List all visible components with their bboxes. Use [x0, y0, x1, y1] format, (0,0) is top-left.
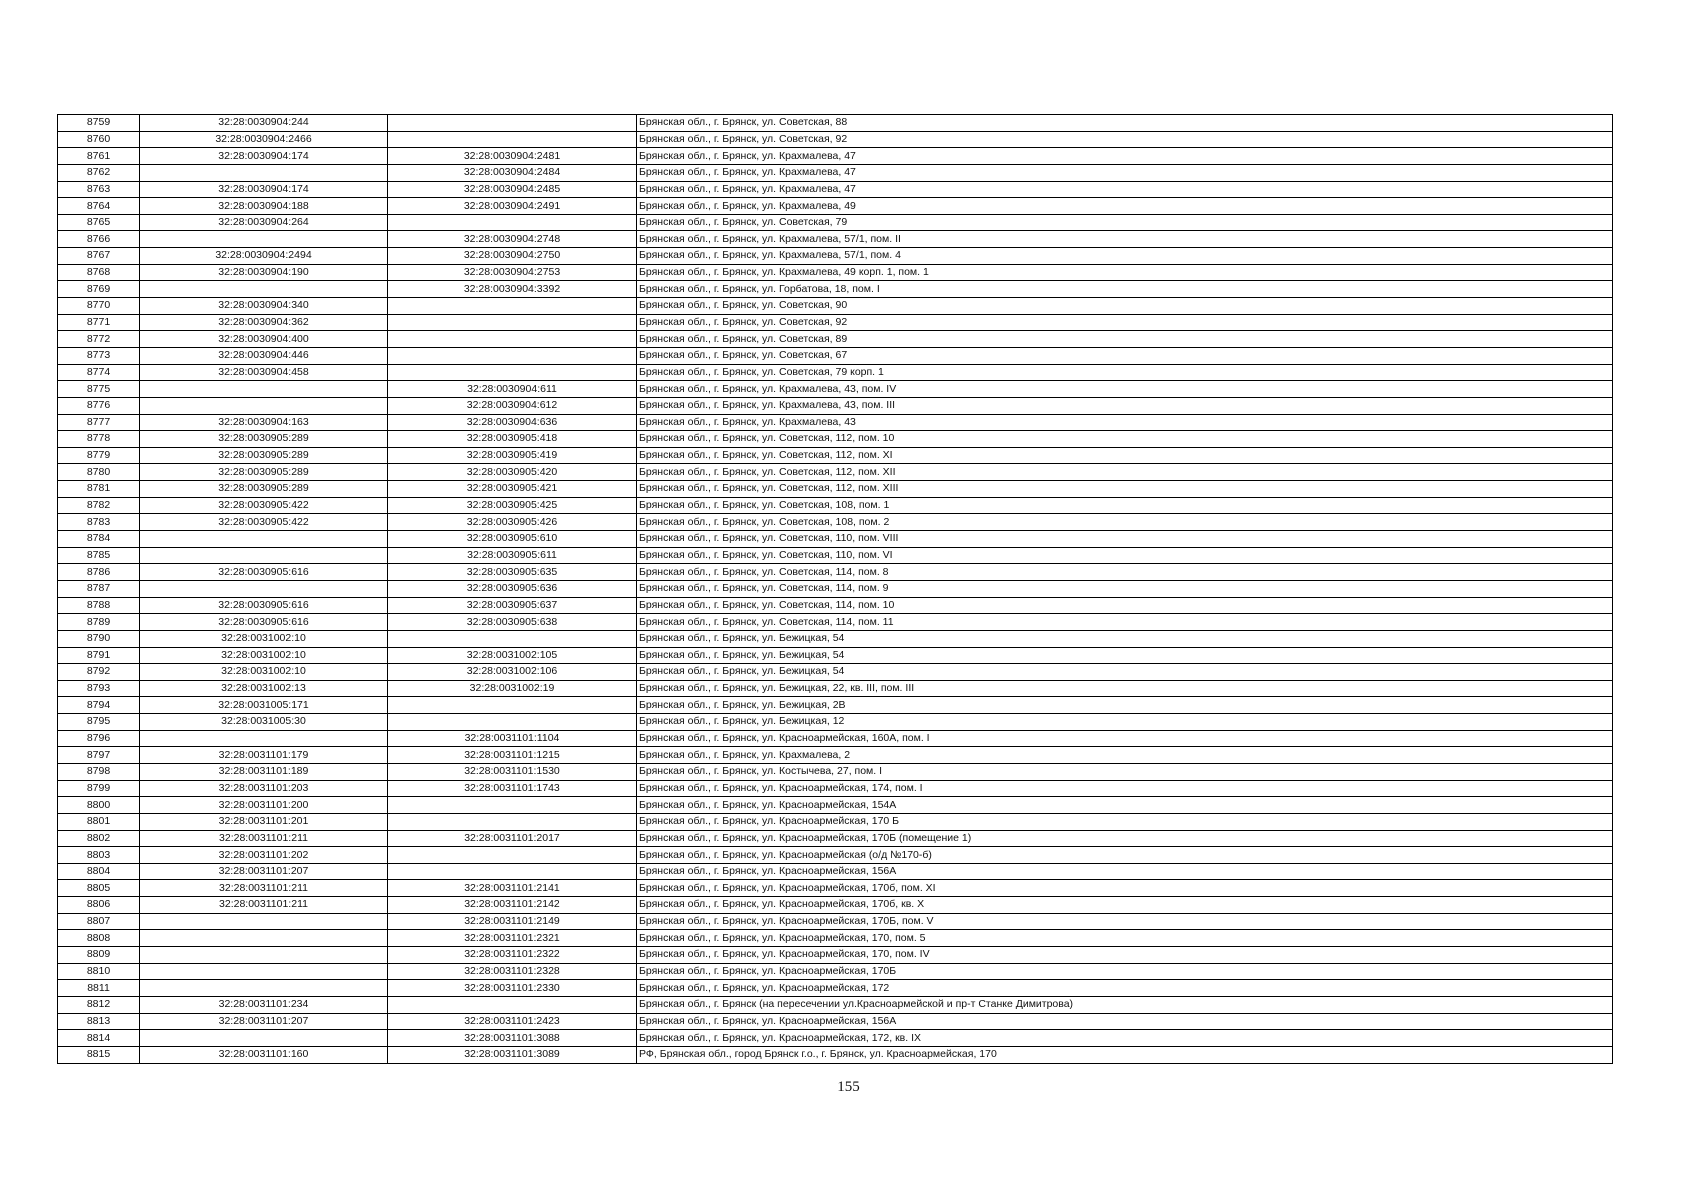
object-cadastral-number-cell: 32:28:0031101:1215 [388, 747, 637, 764]
address-cell: РФ, Брянская обл., город Брянск г.о., г. Брянск, ул. Красноармейская, 170 [637, 1046, 1613, 1063]
address-cell: Брянская обл., г. Брянск, ул. Советская, 112, пом. XII [637, 464, 1613, 481]
row-number-cell: 8802 [58, 830, 140, 847]
row-number-cell: 8814 [58, 1030, 140, 1047]
address-cell: Брянская обл., г. Брянск, ул. Советская, 92 [637, 314, 1613, 331]
row-number-cell: 8763 [58, 181, 140, 198]
row-number-cell: 8764 [58, 198, 140, 215]
object-cadastral-number-cell: 32:28:0031101:2149 [388, 913, 637, 930]
address-cell: Брянская обл., г. Брянск, ул. Советская, 110, пом. VIII [637, 531, 1613, 548]
address-cell: Брянская обл., г. Брянск, ул. Красноармейская, 156А [637, 1013, 1613, 1030]
object-cadastral-number-cell: 32:28:0030905:637 [388, 597, 637, 614]
table-row [58, 514, 1613, 531]
table-row [58, 364, 1613, 381]
cadastral-number-cell: 32:28:0031101:202 [140, 847, 388, 864]
address-cell: Брянская обл., г. Брянск, ул. Советская, 114, пом. 10 [637, 597, 1613, 614]
address-cell: Брянская обл., г. Брянск, ул. Советская, 89 [637, 331, 1613, 348]
cadastral-number-cell [140, 730, 388, 747]
address-cell: Брянская обл., г. Брянск, ул. Крахмалева, 47 [637, 181, 1613, 198]
object-cadastral-number-cell: 32:28:0031101:3089 [388, 1046, 637, 1063]
table-row [58, 1046, 1613, 1063]
row-number-cell: 8765 [58, 214, 140, 231]
row-number-cell: 8760 [58, 131, 140, 148]
object-cadastral-number-cell [388, 630, 637, 647]
object-cadastral-number-cell: 32:28:0030905:611 [388, 547, 637, 564]
object-cadastral-number-cell: 32:28:0030904:2485 [388, 181, 637, 198]
table-row [58, 248, 1613, 265]
row-number-cell: 8779 [58, 447, 140, 464]
address-cell: Брянская обл., г. Брянск, ул. Советская, 112, пом. 10 [637, 431, 1613, 448]
table-row [58, 963, 1613, 980]
cadastral-number-cell: 32:28:0030904:188 [140, 198, 388, 215]
row-number-cell: 8783 [58, 514, 140, 531]
row-number-cell: 8804 [58, 863, 140, 880]
table-row [58, 913, 1613, 930]
table-row [58, 214, 1613, 231]
cadastral-number-cell: 32:28:0031005:171 [140, 697, 388, 714]
cadastral-number-cell [140, 231, 388, 248]
object-cadastral-number-cell: 32:28:0030905:419 [388, 447, 637, 464]
table-row [58, 531, 1613, 548]
object-cadastral-number-cell: 32:28:0031002:106 [388, 664, 637, 681]
cadastral-number-cell: 32:28:0031101:201 [140, 813, 388, 830]
cadastral-number-cell: 32:28:0030905:289 [140, 464, 388, 481]
address-cell: Брянская обл., г. Брянск, ул. Бежицкая, 54 [637, 664, 1613, 681]
row-number-cell: 8769 [58, 281, 140, 298]
row-number-cell: 8798 [58, 763, 140, 780]
row-number-cell: 8787 [58, 580, 140, 597]
address-cell: Брянская обл., г. Брянск, ул. Советская, 88 [637, 115, 1613, 132]
table-row [58, 231, 1613, 248]
address-cell: Брянская обл., г. Брянск, ул. Бежицкая, 54 [637, 630, 1613, 647]
object-cadastral-number-cell [388, 797, 637, 814]
row-number-cell: 8806 [58, 897, 140, 914]
address-cell: Брянская обл., г. Брянск, ул. Красноармейская, 170Б (помещение 1) [637, 830, 1613, 847]
row-number-cell: 8775 [58, 381, 140, 398]
cadastral-number-cell: 32:28:0030905:616 [140, 564, 388, 581]
address-cell: Брянская обл., г. Брянск, ул. Бежицкая, 12 [637, 714, 1613, 731]
table-row [58, 947, 1613, 964]
address-cell: Брянская обл., г. Брянск, ул. Красноармейская, 170, пом. 5 [637, 930, 1613, 947]
cadastral-number-cell: 32:28:0031101:189 [140, 763, 388, 780]
address-cell: Брянская обл., г. Брянск, ул. Крахмалева, 43, пом. IV [637, 381, 1613, 398]
address-cell: Брянская обл., г. Брянск (на пересечении ул.Красноармейской и пр-т Станке Димитрова) [637, 996, 1613, 1013]
address-cell: Брянская обл., г. Брянск, ул. Бежицкая, 2В [637, 697, 1613, 714]
address-cell: Брянская обл., г. Брянск, ул. Крахмалева, 47 [637, 164, 1613, 181]
cadastral-number-cell [140, 947, 388, 964]
address-cell: Брянская обл., г. Брянск, ул. Советская, 79 корп. 1 [637, 364, 1613, 381]
table-row [58, 647, 1613, 664]
object-cadastral-number-cell: 32:28:0030905:635 [388, 564, 637, 581]
cadastral-number-cell [140, 913, 388, 930]
cadastral-number-cell: 32:28:0030905:289 [140, 431, 388, 448]
table-row [58, 314, 1613, 331]
object-cadastral-number-cell [388, 131, 637, 148]
address-cell: Брянская обл., г. Брянск, ул. Красноармейская, 170Б, пом. V [637, 913, 1613, 930]
table-row [58, 780, 1613, 797]
row-number-cell: 8807 [58, 913, 140, 930]
cadastral-number-cell: 32:28:0030904:264 [140, 214, 388, 231]
cadastral-number-cell: 32:28:0030905:289 [140, 481, 388, 498]
row-number-cell: 8789 [58, 614, 140, 631]
cadastral-number-cell [140, 397, 388, 414]
address-cell: Брянская обл., г. Брянск, ул. Красноармейская (о/д №170-б) [637, 847, 1613, 864]
table-row [58, 564, 1613, 581]
table-row [58, 614, 1613, 631]
row-number-cell: 8773 [58, 347, 140, 364]
address-cell: Брянская обл., г. Брянск, ул. Советская, 114, пом. 8 [637, 564, 1613, 581]
address-cell: Брянская обл., г. Брянск, ул. Красноармейская, 154А [637, 797, 1613, 814]
object-cadastral-number-cell: 32:28:0031101:2142 [388, 897, 637, 914]
table-row [58, 181, 1613, 198]
table-row [58, 298, 1613, 315]
address-cell: Брянская обл., г. Брянск, ул. Красноармейская, 170б, пом. XI [637, 880, 1613, 897]
object-cadastral-number-cell: 32:28:0030905:610 [388, 531, 637, 548]
object-cadastral-number-cell: 32:28:0030904:2491 [388, 198, 637, 215]
address-cell: Брянская обл., г. Брянск, ул. Советская, 67 [637, 347, 1613, 364]
row-number-cell: 8812 [58, 996, 140, 1013]
cadastral-number-cell [140, 381, 388, 398]
table-row [58, 797, 1613, 814]
row-number-cell: 8808 [58, 930, 140, 947]
object-cadastral-number-cell: 32:28:0031101:2423 [388, 1013, 637, 1030]
table-row [58, 331, 1613, 348]
table-row [58, 481, 1613, 498]
address-cell: Брянская обл., г. Брянск, ул. Красноармейская, 172, кв. IX [637, 1030, 1613, 1047]
table-row [58, 281, 1613, 298]
row-number-cell: 8784 [58, 531, 140, 548]
object-cadastral-number-cell: 32:28:0031101:1104 [388, 730, 637, 747]
object-cadastral-number-cell: 32:28:0030905:638 [388, 614, 637, 631]
table-row [58, 131, 1613, 148]
object-cadastral-number-cell: 32:28:0031101:2330 [388, 980, 637, 997]
table-row [58, 148, 1613, 165]
address-cell: Брянская обл., г. Брянск, ул. Советская, 114, пом. 9 [637, 580, 1613, 597]
address-cell: Брянская обл., г. Брянск, ул. Крахмалева, 43 [637, 414, 1613, 431]
object-cadastral-number-cell [388, 331, 637, 348]
cadastral-number-cell: 32:28:0030904:400 [140, 331, 388, 348]
row-number-cell: 8778 [58, 431, 140, 448]
cadastral-number-cell [140, 531, 388, 548]
table-row [58, 813, 1613, 830]
address-cell: Брянская обл., г. Брянск, ул. Советская, 114, пом. 11 [637, 614, 1613, 631]
cadastral-number-cell: 32:28:0031101:211 [140, 897, 388, 914]
page-number: 155 [837, 1079, 860, 1095]
table-row [58, 464, 1613, 481]
object-cadastral-number-cell: 32:28:0031002:105 [388, 647, 637, 664]
cadastral-number-cell: 32:28:0031101:160 [140, 1046, 388, 1063]
table-row [58, 863, 1613, 880]
row-number-cell: 8766 [58, 231, 140, 248]
address-cell: Брянская обл., г. Брянск, ул. Красноармейская, 156А [637, 863, 1613, 880]
address-cell: Брянская обл., г. Брянск, ул. Крахмалева, 43, пом. III [637, 397, 1613, 414]
table-row [58, 447, 1613, 464]
cadastral-number-cell [140, 580, 388, 597]
table-row [58, 930, 1613, 947]
object-cadastral-number-cell [388, 314, 637, 331]
object-cadastral-number-cell: 32:28:0030904:611 [388, 381, 637, 398]
address-cell: Брянская обл., г. Брянск, ул. Крахмалева, 2 [637, 747, 1613, 764]
object-cadastral-number-cell: 32:28:0030905:418 [388, 431, 637, 448]
cadastral-number-cell: 32:28:0030904:244 [140, 115, 388, 132]
row-number-cell: 8759 [58, 115, 140, 132]
cadastral-number-cell [140, 1030, 388, 1047]
row-number-cell: 8800 [58, 797, 140, 814]
address-cell: Брянская обл., г. Брянск, ул. Бежицкая, 54 [637, 647, 1613, 664]
object-cadastral-number-cell: 32:28:0031101:2017 [388, 830, 637, 847]
object-cadastral-number-cell: 32:28:0031101:1530 [388, 763, 637, 780]
cadastral-number-cell: 32:28:0031101:234 [140, 996, 388, 1013]
row-number-cell: 8794 [58, 697, 140, 714]
cadastral-number-cell: 32:28:0031005:30 [140, 714, 388, 731]
row-number-cell: 8795 [58, 714, 140, 731]
cadastral-number-cell: 32:28:0030905:616 [140, 614, 388, 631]
row-number-cell: 8761 [58, 148, 140, 165]
object-cadastral-number-cell: 32:28:0031002:19 [388, 680, 637, 697]
cadastral-number-cell: 32:28:0030905:422 [140, 514, 388, 531]
cadastral-number-cell: 32:28:0031002:10 [140, 647, 388, 664]
cadastral-number-cell: 32:28:0031002:13 [140, 680, 388, 697]
row-number-cell: 8767 [58, 248, 140, 265]
table-row [58, 730, 1613, 747]
table-row [58, 547, 1613, 564]
address-cell: Брянская обл., г. Брянск, ул. Красноармейская, 170 Б [637, 813, 1613, 830]
cadastral-number-cell: 32:28:0031002:10 [140, 630, 388, 647]
table-row [58, 497, 1613, 514]
address-cell: Брянская обл., г. Брянск, ул. Крахмалева, 49 корп. 1, пом. 1 [637, 264, 1613, 281]
row-number-cell: 8777 [58, 414, 140, 431]
row-number-cell: 8805 [58, 880, 140, 897]
table-row [58, 1030, 1613, 1047]
object-cadastral-number-cell [388, 364, 637, 381]
address-cell: Брянская обл., г. Брянск, ул. Горбатова, 18, пом. I [637, 281, 1613, 298]
row-number-cell: 8809 [58, 947, 140, 964]
row-number-cell: 8770 [58, 298, 140, 315]
row-number-cell: 8813 [58, 1013, 140, 1030]
table-row [58, 1013, 1613, 1030]
address-cell: Брянская обл., г. Брянск, ул. Советская, 108, пом. 2 [637, 514, 1613, 531]
cadastral-number-cell: 32:28:0031101:207 [140, 1013, 388, 1030]
address-cell: Брянская обл., г. Брянск, ул. Советская, 110, пом. VI [637, 547, 1613, 564]
cadastral-number-cell: 32:28:0031101:203 [140, 780, 388, 797]
object-cadastral-number-cell: 32:28:0030904:2484 [388, 164, 637, 181]
object-cadastral-number-cell [388, 863, 637, 880]
table-row [58, 198, 1613, 215]
address-cell: Брянская обл., г. Брянск, ул. Советская, 112, пом. XI [637, 447, 1613, 464]
table-row [58, 264, 1613, 281]
row-number-cell: 8810 [58, 963, 140, 980]
object-cadastral-number-cell: 32:28:0031101:1743 [388, 780, 637, 797]
object-cadastral-number-cell: 32:28:0031101:2141 [388, 880, 637, 897]
table-row [58, 980, 1613, 997]
property-table [57, 114, 1613, 1064]
object-cadastral-number-cell [388, 813, 637, 830]
address-cell: Брянская обл., г. Брянск, ул. Советская, 79 [637, 214, 1613, 231]
address-cell: Брянская обл., г. Брянск, ул. Красноармейская, 170, пом. IV [637, 947, 1613, 964]
object-cadastral-number-cell: 32:28:0030904:2481 [388, 148, 637, 165]
row-number-cell: 8782 [58, 497, 140, 514]
object-cadastral-number-cell: 32:28:0030904:636 [388, 414, 637, 431]
address-cell: Брянская обл., г. Брянск, ул. Крахмалева, 49 [637, 198, 1613, 215]
cadastral-number-cell: 32:28:0030904:190 [140, 264, 388, 281]
object-cadastral-number-cell [388, 847, 637, 864]
row-number-cell: 8771 [58, 314, 140, 331]
address-cell: Брянская обл., г. Брянск, ул. Советская, 112, пом. XIII [637, 481, 1613, 498]
object-cadastral-number-cell: 32:28:0031101:2328 [388, 963, 637, 980]
object-cadastral-number-cell: 32:28:0030905:426 [388, 514, 637, 531]
address-cell: Брянская обл., г. Брянск, ул. Советская, 108, пом. 1 [637, 497, 1613, 514]
row-number-cell: 8793 [58, 680, 140, 697]
table-row [58, 414, 1613, 431]
row-number-cell: 8799 [58, 780, 140, 797]
table-row [58, 830, 1613, 847]
address-cell: Брянская обл., г. Брянск, ул. Красноармейская, 160А, пом. I [637, 730, 1613, 747]
object-cadastral-number-cell: 32:28:0031101:2322 [388, 947, 637, 964]
row-number-cell: 8776 [58, 397, 140, 414]
address-cell: Брянская обл., г. Брянск, ул. Красноармейская, 170Б [637, 963, 1613, 980]
row-number-cell: 8785 [58, 547, 140, 564]
cadastral-number-cell: 32:28:0030904:446 [140, 347, 388, 364]
object-cadastral-number-cell: 32:28:0030905:425 [388, 497, 637, 514]
address-cell: Брянская обл., г. Брянск, ул. Крахмалева, 47 [637, 148, 1613, 165]
cadastral-number-cell: 32:28:0031101:211 [140, 880, 388, 897]
object-cadastral-number-cell: 32:28:0031101:2321 [388, 930, 637, 947]
row-number-cell: 8801 [58, 813, 140, 830]
cadastral-number-cell [140, 963, 388, 980]
cadastral-number-cell: 32:28:0031101:207 [140, 863, 388, 880]
object-cadastral-number-cell: 32:28:0030904:612 [388, 397, 637, 414]
row-number-cell: 8797 [58, 747, 140, 764]
cadastral-number-cell [140, 281, 388, 298]
cadastral-number-cell: 32:28:0031101:200 [140, 797, 388, 814]
cadastral-number-cell: 32:28:0030905:422 [140, 497, 388, 514]
table-row [58, 397, 1613, 414]
object-cadastral-number-cell [388, 714, 637, 731]
cadastral-number-cell: 32:28:0030904:174 [140, 148, 388, 165]
cadastral-number-cell: 32:28:0031101:211 [140, 830, 388, 847]
cadastral-number-cell [140, 547, 388, 564]
table-row [58, 714, 1613, 731]
address-cell: Брянская обл., г. Брянск, ул. Красноармейская, 174, пом. I [637, 780, 1613, 797]
address-cell: Брянская обл., г. Брянск, ул. Костычева, 27, пом. I [637, 763, 1613, 780]
object-cadastral-number-cell: 32:28:0030904:2750 [388, 248, 637, 265]
object-cadastral-number-cell: 32:28:0030905:421 [388, 481, 637, 498]
cadastral-number-cell [140, 980, 388, 997]
object-cadastral-number-cell: 32:28:0030905:636 [388, 580, 637, 597]
row-number-cell: 8796 [58, 730, 140, 747]
table-row [58, 630, 1613, 647]
table-row [58, 164, 1613, 181]
address-cell: Брянская обл., г. Брянск, ул. Крахмалева, 57/1, пом. 4 [637, 248, 1613, 265]
table-row [58, 431, 1613, 448]
cadastral-number-cell [140, 930, 388, 947]
row-number-cell: 8792 [58, 664, 140, 681]
row-number-cell: 8786 [58, 564, 140, 581]
row-number-cell: 8815 [58, 1046, 140, 1063]
cadastral-number-cell: 32:28:0030904:2494 [140, 248, 388, 265]
address-cell: Брянская обл., г. Брянск, ул. Бежицкая, 22, кв. III, пом. III [637, 680, 1613, 697]
object-cadastral-number-cell: 32:28:0030904:3392 [388, 281, 637, 298]
row-number-cell: 8811 [58, 980, 140, 997]
object-cadastral-number-cell [388, 298, 637, 315]
table-row [58, 381, 1613, 398]
row-number-cell: 8762 [58, 164, 140, 181]
table-row [58, 115, 1613, 132]
address-cell: Брянская обл., г. Брянск, ул. Красноармейская, 170б, кв. X [637, 897, 1613, 914]
row-number-cell: 8781 [58, 481, 140, 498]
cadastral-number-cell: 32:28:0030905:289 [140, 447, 388, 464]
row-number-cell: 8768 [58, 264, 140, 281]
cadastral-number-cell: 32:28:0030904:2466 [140, 131, 388, 148]
row-number-cell: 8790 [58, 630, 140, 647]
object-cadastral-number-cell: 32:28:0030904:2748 [388, 231, 637, 248]
address-cell: Брянская обл., г. Брянск, ул. Советская, 92 [637, 131, 1613, 148]
cadastral-number-cell: 32:28:0030904:163 [140, 414, 388, 431]
table-row [58, 697, 1613, 714]
table-row [58, 880, 1613, 897]
table-row [58, 996, 1613, 1013]
cadastral-number-cell: 32:28:0030904:362 [140, 314, 388, 331]
table-row [58, 847, 1613, 864]
row-number-cell: 8780 [58, 464, 140, 481]
cadastral-number-cell: 32:28:0030904:174 [140, 181, 388, 198]
object-cadastral-number-cell: 32:28:0031101:3088 [388, 1030, 637, 1047]
address-cell: Брянская обл., г. Брянск, ул. Советская, 90 [637, 298, 1613, 315]
table-row [58, 347, 1613, 364]
table-row [58, 597, 1613, 614]
address-cell: Брянская обл., г. Брянск, ул. Крахмалева, 57/1, пом. II [637, 231, 1613, 248]
row-number-cell: 8774 [58, 364, 140, 381]
row-number-cell: 8791 [58, 647, 140, 664]
cadastral-number-cell: 32:28:0030904:458 [140, 364, 388, 381]
table-body [58, 115, 1613, 1064]
cadastral-number-cell: 32:28:0030904:340 [140, 298, 388, 315]
table-row [58, 747, 1613, 764]
table-row [58, 580, 1613, 597]
row-number-cell: 8772 [58, 331, 140, 348]
table-row [58, 680, 1613, 697]
cadastral-number-cell [140, 164, 388, 181]
row-number-cell: 8788 [58, 597, 140, 614]
table-row [58, 763, 1613, 780]
address-cell: Брянская обл., г. Брянск, ул. Красноармейская, 172 [637, 980, 1613, 997]
row-number-cell: 8803 [58, 847, 140, 864]
table-row [58, 897, 1613, 914]
object-cadastral-number-cell [388, 115, 637, 132]
cadastral-number-cell: 32:28:0030905:616 [140, 597, 388, 614]
cadastral-number-cell: 32:28:0031002:10 [140, 664, 388, 681]
object-cadastral-number-cell [388, 214, 637, 231]
object-cadastral-number-cell [388, 697, 637, 714]
object-cadastral-number-cell: 32:28:0030905:420 [388, 464, 637, 481]
cadastral-number-cell: 32:28:0031101:179 [140, 747, 388, 764]
object-cadastral-number-cell [388, 996, 637, 1013]
object-cadastral-number-cell: 32:28:0030904:2753 [388, 264, 637, 281]
table-row [58, 664, 1613, 681]
object-cadastral-number-cell [388, 347, 637, 364]
